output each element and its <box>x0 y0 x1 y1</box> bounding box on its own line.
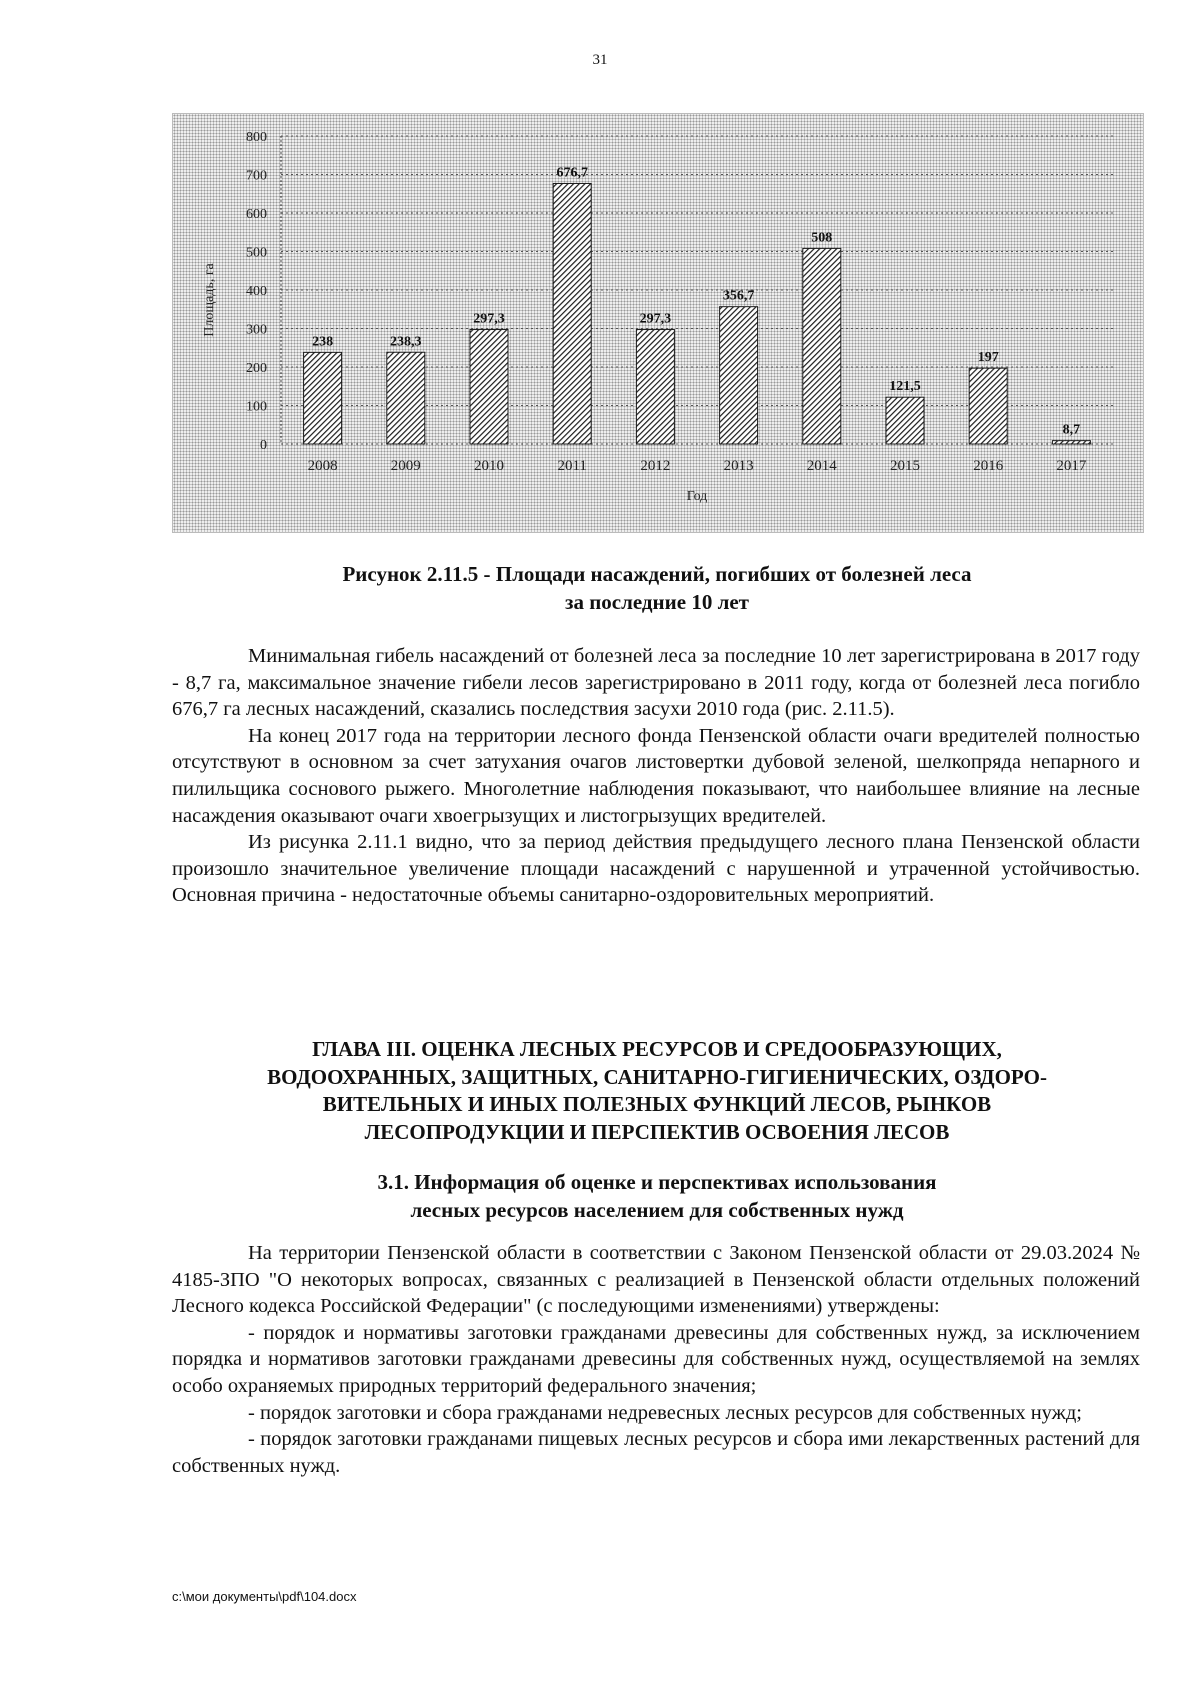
y-tick-label: 400 <box>246 284 267 299</box>
paragraph: Минимальная гибель насаждений от болезней леса за последние 10 лет зарегистрирована в 2017 году - 8,7 га, максимальное значение гибели лесов зарегистрировано в 2011 году, когда от болезней леса погибло 676,7 га лесных насаждений, сказались последствия засухи 2010 года (рис. 2.11.5). <box>172 645 1140 721</box>
list-item: - порядок и нормативы заготовки гражданами древесины для собственных нужд, за исключением порядка и нормативов заготовки гражданами древесины для собственных нужд, осуществляемой на землях особо охраняемых природных территорий федерального значения; <box>172 1321 1140 1397</box>
y-tick-label: 500 <box>246 245 267 261</box>
data-label: 197 <box>977 350 999 366</box>
bar-2012 <box>636 330 674 444</box>
x-tick-label: 2015 <box>890 458 920 474</box>
y-tick-label: 300 <box>246 322 267 338</box>
x-tick-label: 2017 <box>1056 458 1087 474</box>
body-text-block-1 <box>172 643 1140 909</box>
bar-chart <box>172 113 1144 533</box>
data-label: 8,7 <box>1062 422 1081 438</box>
y-tick-label: 700 <box>246 168 267 184</box>
x-tick-label: 2011 <box>557 458 587 474</box>
bar-2015 <box>886 397 924 444</box>
bar-2010 <box>470 330 508 444</box>
data-label: 297,3 <box>473 311 505 327</box>
x-tick-label: 2014 <box>806 458 837 474</box>
bar-2009 <box>387 352 425 444</box>
section-heading-line: лесных ресурсов населением для собственных нужд <box>410 1198 904 1222</box>
x-tick-label: 2010 <box>474 458 504 474</box>
section-heading <box>172 1168 1142 1224</box>
footer-file-path: c:\мои документы\pdf\104.docx <box>172 1589 357 1604</box>
section-heading-line: 3.1. Информация об оценке и перспективах использования <box>377 1170 937 1194</box>
body-text-block-2 <box>172 1240 1140 1479</box>
chart-canvas <box>173 114 1143 532</box>
y-tick-label: 600 <box>246 207 267 222</box>
bar-2014 <box>803 248 841 444</box>
list-item: - порядок заготовки и сбора гражданами недревесных лесных ресурсов для собственных нужд; <box>248 1401 1082 1424</box>
y-tick-label: 800 <box>246 130 267 145</box>
y-tick-label: 100 <box>246 399 267 415</box>
data-label: 676,7 <box>556 165 588 181</box>
data-label: 297,3 <box>639 311 672 327</box>
x-axis-title: Год <box>686 489 708 504</box>
data-label: 508 <box>811 230 833 246</box>
y-tick-label: 200 <box>246 361 267 376</box>
data-label: 238 <box>312 334 334 350</box>
bar-2017 <box>1052 441 1090 444</box>
x-tick-label: 2009 <box>390 458 421 474</box>
bar-2008 <box>304 352 342 444</box>
chapter-heading <box>172 1036 1142 1146</box>
paragraph: Из рисунка 2.11.1 видно, что за период действия предыдущего лесного плана Пензенской области произошло значительное увеличение площади насаждений с нарушенной и утраченной устойчивостью. Основная причина - недостаточные объемы санитарно-оздоровительных мероприятий. <box>172 831 1140 907</box>
x-tick-label: 2013 <box>723 458 754 474</box>
x-tick-label: 2016 <box>973 458 1004 474</box>
x-tick-label: 2008 <box>307 458 338 474</box>
bar-2013 <box>720 307 758 444</box>
data-label: 356,7 <box>722 288 755 304</box>
chapter-heading-line: ЛЕСОПРОДУКЦИИ И ПЕРСПЕКТИВ ОСВОЕНИЯ ЛЕСОВ <box>364 1119 950 1144</box>
chapter-heading-line: ВИТЕЛЬНЫХ И ИНЫХ ПОЛЕЗНЫХ ФУНКЦИЙ ЛЕСОВ, РЫНКОВ <box>322 1092 992 1116</box>
page-number: 31 <box>592 52 608 68</box>
caption-line-1: Рисунок 2.11.5 - Площади насаждений, погибших от болезней леса <box>342 562 972 586</box>
caption-line-2: за последние 10 лет <box>565 590 749 614</box>
data-label: 238,3 <box>390 334 422 350</box>
chapter-heading-line: ГЛАВА III. ОЦЕНКА ЛЕСНЫХ РЕСУРСОВ И СРЕДООБРАЗУЮЩИХ, <box>312 1037 1002 1061</box>
y-axis-title: Площадь, га <box>202 263 217 337</box>
figure-caption <box>172 560 1142 616</box>
paragraph: На территории Пензенской области в соответствии с Законом Пензенской области от 29.03.2024 № 4185-ЗПО "О некоторых вопросах, связанных с реализацией в Пензенской области отдельных положений Лесного кодекса Российской Федерации" (с последующими изменениями) утверждены: <box>172 1242 1140 1318</box>
x-tick-label: 2012 <box>640 458 671 474</box>
paragraph: На конец 2017 года на территории лесного фонда Пензенской области очаги вредителей полностью отсутствуют в основном за счет затухания очагов листовертки дубовой зеленой, шелкопряда непарного и пилильщика соснового рыжего. Многолетние наблюдения показывают, что наибольшее влияние на лесные насаждения оказывают очаги хвоегрызущих и листогрызущих вредителей. <box>172 724 1140 827</box>
data-label: 121,5 <box>889 379 921 395</box>
chapter-heading-line: ВОДООХРАННЫХ, ЗАЩИТНЫХ, САНИТАРНО-ГИГИЕНИЧЕСКИХ, ОЗДОРО- <box>267 1064 1047 1089</box>
list-item: - порядок заготовки гражданами пищевых лесных ресурсов и сбора ими лекарственных растений для собственных нужд. <box>172 1428 1140 1477</box>
bar-2016 <box>969 368 1007 444</box>
bar-2011 <box>553 183 591 444</box>
y-tick-label: 0 <box>260 438 267 453</box>
